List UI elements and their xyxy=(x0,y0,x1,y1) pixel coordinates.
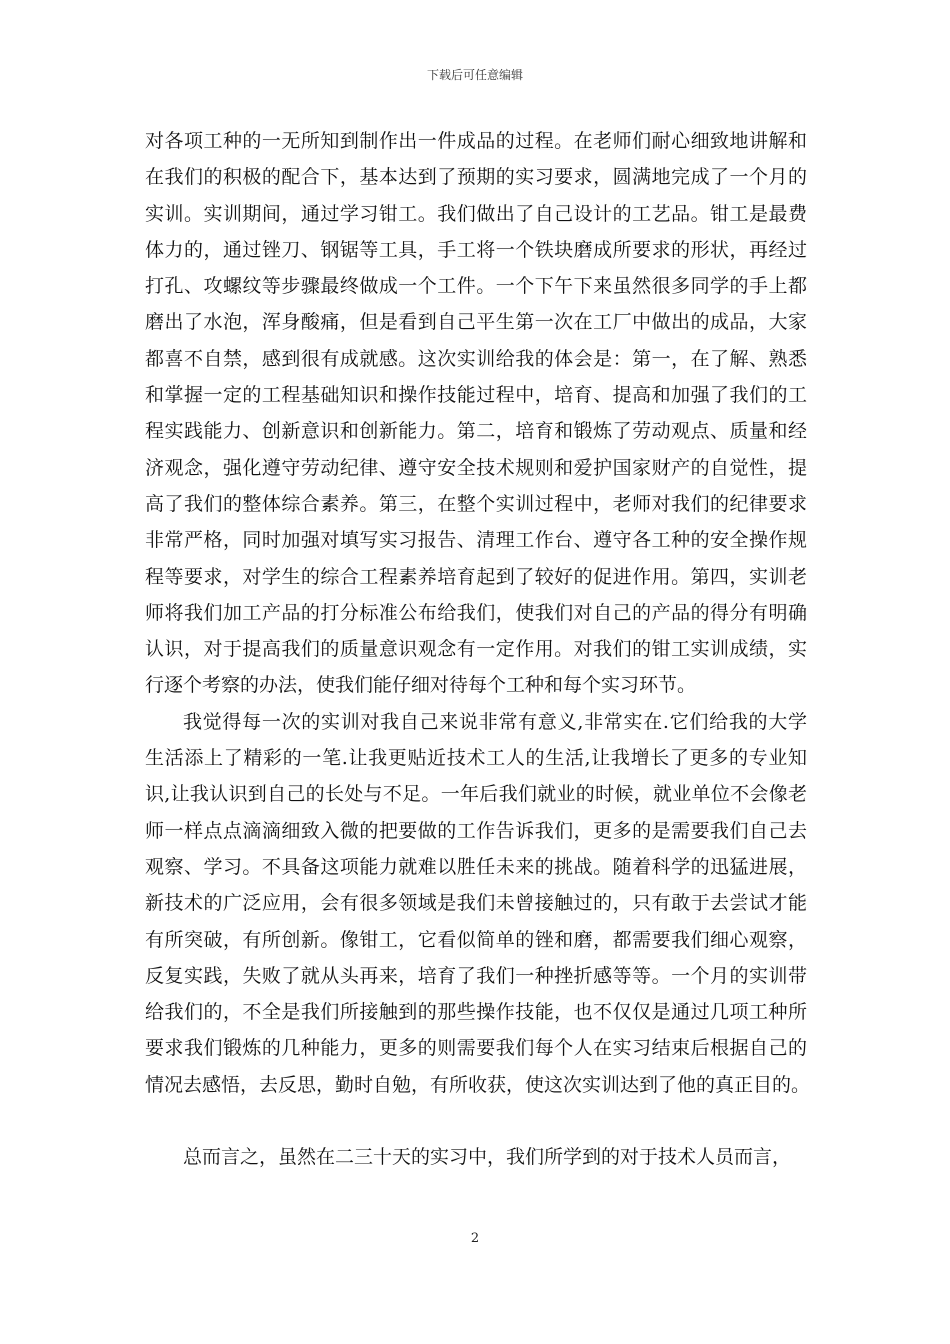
text-line: 反复实践，失败了就从头再来，培育了我们一种挫折感等等。一个月的实训带 xyxy=(145,964,807,987)
text-line: 高了我们的整体综合素养。第三，在整个实训过程中，老师对我们的纪律要求 xyxy=(145,492,807,515)
text-line: 体力的，通过锉刀、钢锯等工具，手工将一个铁块磨成所要求的形状，再经过 xyxy=(145,238,807,261)
text-line: 和掌握一定的工程基础知识和操作技能过程中，培育、提高和加强了我们的工 xyxy=(145,384,807,407)
text-line: 程实践能力、创新意识和创新能力。第二，培育和锻炼了劳动观点、质量和经 xyxy=(145,420,807,443)
page-number: 2 xyxy=(470,1231,480,1246)
text-line: 要求我们锻炼的几种能力，更多的则需要我们每个人在实习结束后根据自己的 xyxy=(145,1037,807,1060)
text-line: 实训。实训期间，通过学习钳工。我们做出了自己设计的工艺品。钳工是最费 xyxy=(145,202,807,225)
text-line: 认识，对于提高我们的质量意识观念有一定作用。对我们的钳工实训成绩，实 xyxy=(145,638,807,661)
text-line: 都喜不自禁，感到很有成就感。这次实训给我的体会是：第一，在了解、熟悉 xyxy=(145,347,807,370)
paragraph xyxy=(145,1139,807,1175)
paragraph xyxy=(145,704,811,1103)
text-line: 新技术的广泛应用，会有很多领域是我们未曾接触过的，只有敢于去尝试才能 xyxy=(145,892,807,915)
text-line: 总而言之，虽然在二三十天的实习中，我们所学到的对于技术人员而言， xyxy=(183,1146,792,1169)
text-line: 在我们的积极的配合下，基本达到了预期的实习要求，圆满地完成了一个月的 xyxy=(145,166,807,189)
text-line: 师将我们加工产品的打分标准公布给我们，使我们对自己的产品的得分有明确 xyxy=(145,601,807,624)
paragraph xyxy=(145,123,807,704)
text-line: 对各项工种的一无所知到制作出一件成品的过程。在老师们耐心细致地讲解和 xyxy=(145,130,807,152)
page-header: 下载后可任意编辑 xyxy=(426,68,523,82)
text-line: 磨出了水泡，浑身酸痛，但是看到自己平生第一次在工厂中做出的成品，大家 xyxy=(145,311,807,334)
text-line: 观察、学习。不具备这项能力就难以胜任未来的挑战。随着科学的迅猛进展， xyxy=(145,855,807,878)
text-line: 情况去感悟，去反思，勤时自勉，有所收获，使这次实训达到了他的真正目的。 xyxy=(145,1073,811,1096)
text-line: 非常严格，同时加强对填写实习报告、清理工作台、遵守各工种的安全操作规 xyxy=(145,529,807,552)
text-line: 济观念，强化遵守劳动纪律、遵守安全技术规则和爱护国家财产的自觉性，提 xyxy=(145,456,807,479)
paragraph-spacer xyxy=(145,1103,807,1139)
text-line: 我觉得每一次的实训对我自己来说非常有意义,非常实在.它们给我的大学 xyxy=(183,710,807,733)
text-line: 师一样点点滴滴细致入微的把要做的工作告诉我们，更多的是需要我们自己去 xyxy=(145,819,807,842)
text-line: 打孔、攻螺纹等步骤最终做成一个工件。一个下午下来虽然很多同学的手上都 xyxy=(145,275,807,298)
text-line: 识,让我认识到自己的长处与不足。一年后我们就业的时候，就业单位不会像老 xyxy=(145,783,807,806)
text-line: 生活添上了精彩的一笔.让我更贴近技术工人的生活,让我增长了更多的专业知 xyxy=(145,747,807,770)
document-body xyxy=(145,123,811,1175)
text-line: 行逐个考察的办法，使我们能仔细对待每个工种和每个实习环节。 xyxy=(145,674,697,697)
text-line: 给我们的，不全是我们所接触到的那些操作技能，也不仅仅是通过几项工种所 xyxy=(145,1001,807,1024)
text-line: 程等要求，对学生的综合工程素养培育起到了较好的促进作用。第四，实训老 xyxy=(145,565,807,588)
text-line: 有所突破，有所创新。像钳工，它看似简单的锉和磨，都需要我们细心观察， xyxy=(145,928,807,951)
